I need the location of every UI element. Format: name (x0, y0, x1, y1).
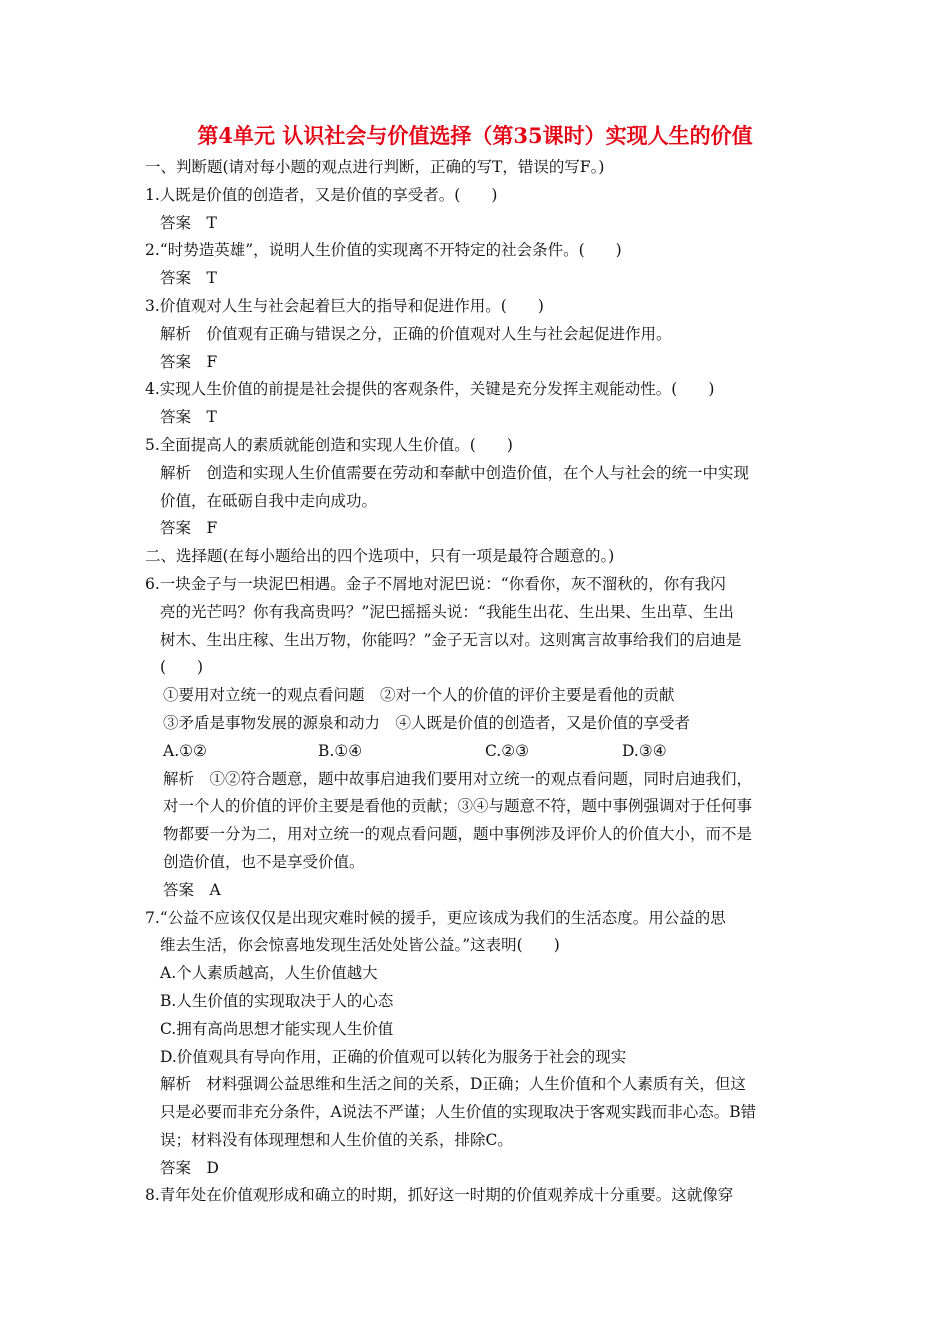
question-7-line: 维去生活，你会惊喜地发现生活处处皆公益。”这表明( ) (160, 936, 560, 955)
question-6-line: ( ) (160, 658, 204, 677)
question-6-line: 6.一块金子与一块泥巴相遇。金子不屑地对泥巴说：“你看你，灰不溜秋的，你有我闪 (145, 574, 726, 593)
analysis-7-line: 误；材料没有体现理想和人生价值的关系，排除C。 (160, 1130, 513, 1149)
answer-5: 答案 F (160, 519, 218, 538)
option-d: D.价值观具有导向作用，正确的价值观可以转化为服务于社会的现实 (160, 1047, 627, 1066)
option-c: C.拥有高尚思想才能实现人生价值 (160, 1019, 394, 1038)
answer-2: 答案 T (160, 269, 217, 288)
option-b: B.①④ (318, 741, 363, 760)
question-6-options (145, 738, 815, 766)
analysis-7-line: 解析 材料强调公益思维和生活之间的关系，D正确；人生价值和个人素质有关，但这 (160, 1075, 746, 1094)
section-heading: 二、选择题(在每小题给出的四个选项中，只有一项是最符合题意的。) (145, 547, 615, 566)
analysis-7-line: 只是必要而非充分条件，A说法不严谨；人生价值的实现取决于客观实践而非心态。B错 (160, 1103, 757, 1122)
question-6-line: 亮的光芒吗？你有我高贵吗？”泥巴摇摇头说：“我能生出花、生出果、生出草、生出 (160, 602, 734, 621)
question-4: 4.实现人生价值的前提是社会提供的客观条件，关键是充分发挥主观能动性。( ) (145, 380, 715, 399)
answer-4: 答案 T (160, 408, 217, 427)
question-6-statements: ①要用对立统一的观点看问题 ②对一个人的价值的评价主要是看他的贡献 (163, 686, 675, 705)
question-3: 3.价值观对人生与社会起着巨大的指导和促进作用。( ) (145, 296, 544, 315)
answer-6: 答案 A (163, 880, 221, 899)
analysis-5-line: 价值，在砥砺自我中走向成功。 (160, 491, 378, 510)
analysis-6-line: 创造价值，也不是享受价值。 (163, 852, 365, 871)
option-c: C.②③ (485, 741, 530, 760)
answer-1: 答案 T (160, 213, 217, 232)
question-6-line: 树木、生出庄稼、生出万物，你能吗？”金子无言以对。这则寓言故事给我们的启迪是 (160, 630, 742, 649)
document-title: 第4单元 认识社会与价值选择（第35课时）实现人生的价值 (197, 123, 753, 148)
analysis-6-line: 物都要一分为二，用对立统一的观点看问题，题中事例涉及评价人的价值大小，而不是 (163, 825, 753, 844)
question-6-statements: ③矛盾是事物发展的源泉和动力 ④人既是价值的创造者，又是价值的享受者 (163, 713, 691, 732)
option-d: D.③④ (622, 741, 667, 760)
option-a: A.①② (163, 741, 207, 760)
question-5: 5.全面提高人的素质就能创造和实现人生价值。( ) (145, 435, 513, 454)
option-b: B.人生价值的实现取决于人的心态 (160, 991, 394, 1010)
option-a: A.个人素质越高，人生价值越大 (160, 964, 378, 983)
question-2: 2.“时势造英雄”，说明人生价值的实现离不开特定的社会条件。( ) (145, 241, 622, 260)
section-heading: 一、判断题(请对每小题的观点进行判断，正确的写T，错误的写F。) (145, 158, 605, 176)
question-1: 1.人既是价值的创造者，又是价值的享受者。( ) (145, 185, 498, 204)
question-7-line: 7.“公益不应该仅仅是出现灾难时候的援手，更应该成为我们的生活态度。用公益的思 (145, 908, 726, 927)
analysis-3: 解析 价值观有正确与错误之分，正确的价值观对人生与社会起促进作用。 (160, 324, 672, 343)
answer-3: 答案 F (160, 352, 218, 371)
document-body (145, 154, 815, 1210)
analysis-6-line: 对一个人的价值的评价主要是看他的贡献；③④与题意不符，题中事例强调对于任何事 (163, 797, 753, 816)
answer-7: 答案 D (160, 1158, 219, 1177)
question-8-line: 8.青年处在价值观形成和确立的时期，抓好这一时期的价值观养成十分重要。这就像穿 (145, 1186, 734, 1205)
analysis-6-line: 解析 ①②符合题意，题中故事启迪我们要用对立统一的观点看问题，同时启迪我们， (163, 769, 753, 788)
analysis-5-line: 解析 创造和实现人生价值需要在劳动和奉献中创造价值，在个人与社会的统一中实现 (160, 463, 750, 482)
